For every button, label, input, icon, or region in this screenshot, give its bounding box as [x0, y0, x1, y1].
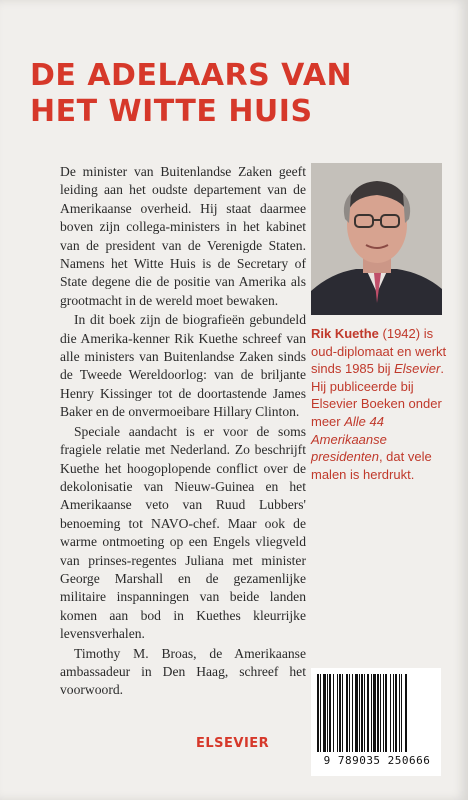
blurb-paragraph-2: In dit boek zijn de biografieën gebundeld die Amerika-kenner Rik Kuethe schreef van alle ministers van Buitenlandse Zaken sinds de Tweede Wereldoorlog: van de briljante Henry Kissinger tot de doortastende James Baker en de onvermoeibare Hillary Clinton. [60, 312, 306, 420]
isbn-number: 9 789035 250666 [323, 754, 431, 767]
author-bio-text-2: . Hij publiceerde bij Elsevier Boeken onder meer [311, 361, 444, 429]
author-bio-text-3: , dat vele malen is herdrukt. [311, 449, 432, 482]
isbn-barcode [311, 668, 441, 776]
author-photo [311, 163, 442, 315]
author-bio-employer: Elsevier [394, 361, 441, 377]
blurb-paragraph-4: Timothy M. Broas, de Amerikaanse ambassadeur in Den Haag, schreef het voorwoord. [60, 645, 306, 698]
blurb-text [60, 163, 306, 700]
publisher-logo: ELSEVIER [196, 736, 270, 751]
barcode-bars [317, 674, 435, 752]
blurb-paragraph-1: De minister van Buitenlandse Zaken geeft leiding aan het oudste departement van de Amerikaanse overheid. Hij staat daarmee boven zijn collega-ministers in het kabinet van de president van de Verenigde Staten. Namens het Witte Huis is de Secretary of State degene die de positie van Amerika als grootmacht in de wereld moet bewaken. [60, 164, 306, 308]
author-bio-book-title: Alle 44 Amerikaanse presidenten [311, 413, 387, 465]
author-bio [311, 325, 451, 483]
author-bio-text-1: (1942) is oud-diplomaat en werkt sinds 1985 bij [311, 326, 447, 377]
blurb-paragraph-3: Speciale aandacht is er voor de soms fragiele relatie met Nederland. Zo beschrijft Kuethe het hoogoplopende conflict over de dekolonisatie van Nieuw-Guinea en het Amerikaanse veto van Ruud Lubbers' benoeming tot NAVO-chef. Maar ook de warme ontmoeting op een Engels vliegveld van prinses-regentes Juliana met minister George Marshall en de gezamenlijke militaire inspanningen van beide landen komen aan bod in Kuethes kleurrijke levensverhalen. [60, 423, 306, 642]
title-line-2: HET WITTE HUIS [30, 94, 313, 129]
book-title [30, 58, 450, 130]
author-name: Rik Kuethe [311, 326, 379, 341]
title-line-1: DE ADELAARS VAN [30, 58, 353, 93]
